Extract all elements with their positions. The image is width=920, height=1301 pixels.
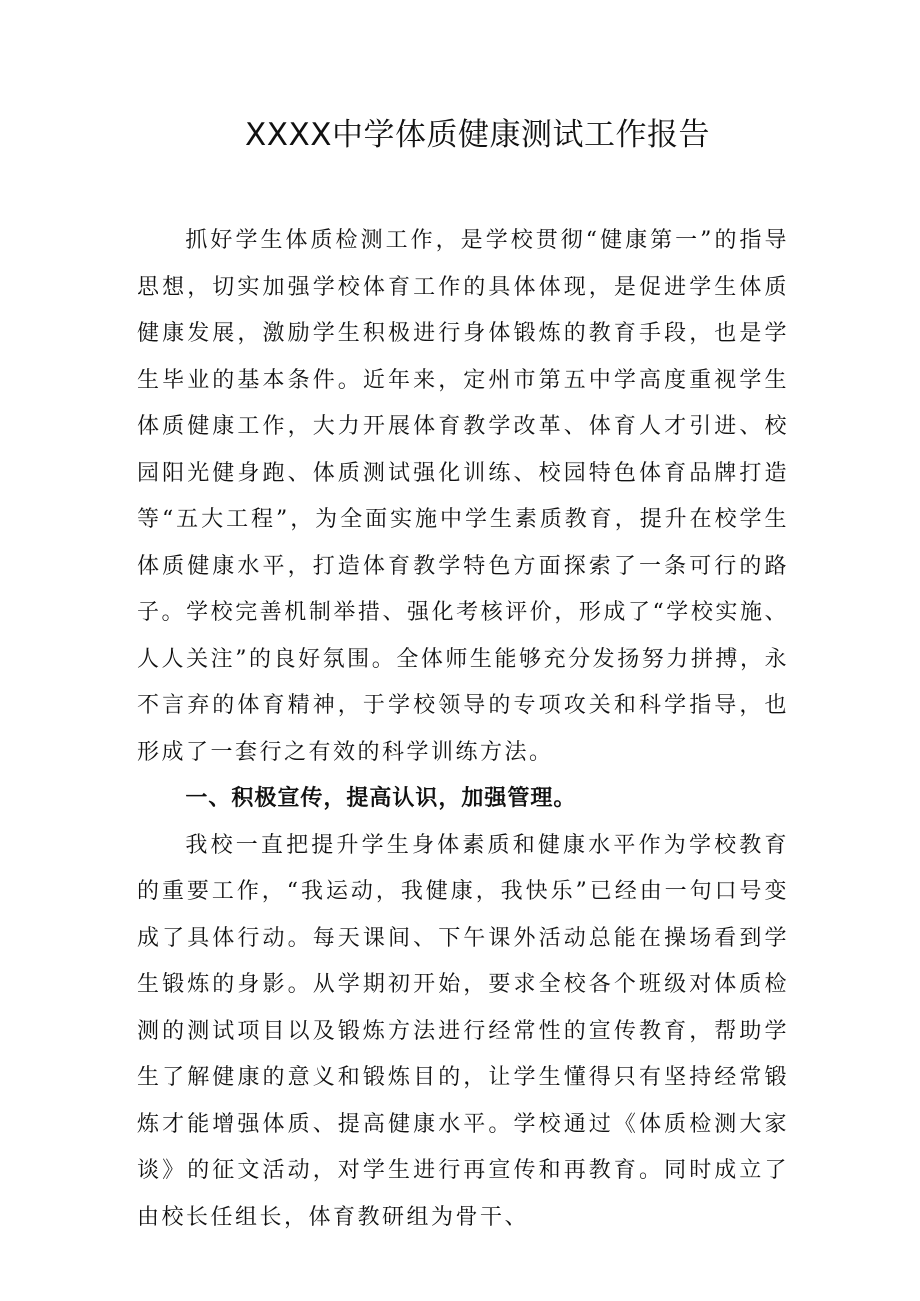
document-title: XXXX中学体质健康测试工作报告 — [245, 117, 710, 153]
section-heading-1: 一、积极宣传，提高认识，加强管理。 — [185, 786, 577, 811]
paragraph-intro: 抓好学生体质检测工作，是学校贯彻“健康第一”的指导思想，切实加强学校体育工作的具体体现，是促进学生体质健康发展，激励学生积极进行身体锻炼的教育手段，也是学生毕业的基本条件。近年来，定州市第五中学高度重视学生体质健康工作，大力开展体育教学改革、体育人才引进、校园阳光健身跑、体质测试强化训练、校园特色体育品牌打造等“五大工程”，为全面实施中学生素质教育，提升在校学生体质健康水平，打造体育教学特色方面探索了一条可行的路子。学校完善机制举措、强化考核评价，形成了“学校实施、人人关注”的良好氛围。全体师生能够充分发扬努力拼搏，永不言弃的体育精神，于学校领导的专项攻关和科学指导，也形成了一套行之有效的科学训练方法。 — [137, 228, 789, 765]
paragraph-section-1: 我校一直把提升学生身体素质和健康水平作为学校教育的重要工作，“我运动，我健康，我快乐”已经由一句口号变成了具体行动。每天课间、下午课外活动总能在操场看到学生锻炼的身影。从学期初开始，要求全校各个班级对体质检测的测试项目以及锻炼方法进行经常性的宣传教育，帮助学生了解健康的意义和锻炼目的，让学生懂得只有坚持经常锻炼才能增强体质、提高健康水平。学校通过《体质检测大家谈》的征文活动，对学生进行再宣传和再教育。同时成立了由校长任组长，体育教研组为骨干、 — [137, 832, 789, 1230]
document-body — [137, 218, 789, 1241]
